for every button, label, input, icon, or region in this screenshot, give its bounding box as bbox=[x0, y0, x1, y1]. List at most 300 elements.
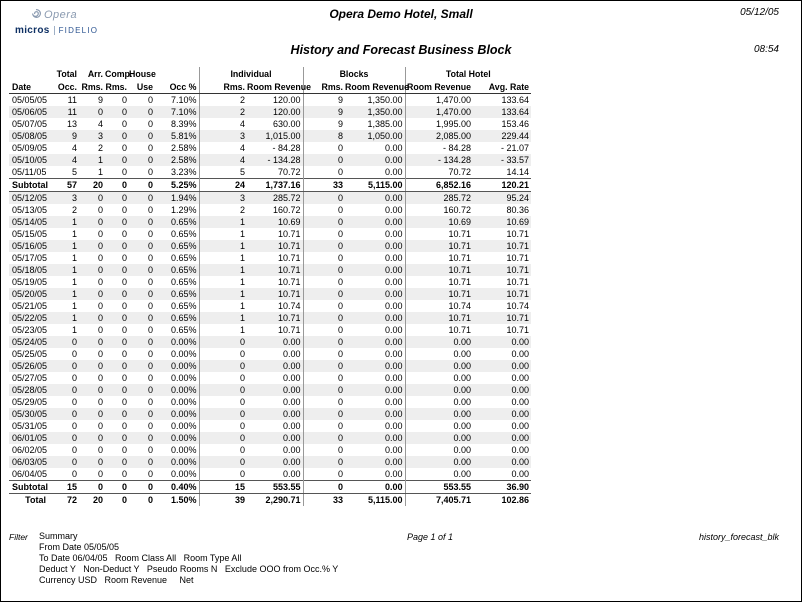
value-cell: 0 bbox=[105, 312, 129, 324]
row-label-cell: 05/12/05 bbox=[9, 192, 51, 205]
value-cell: 0.00% bbox=[155, 384, 199, 396]
value-cell: 0.00% bbox=[170, 469, 197, 479]
value-cell: 0 bbox=[303, 252, 345, 264]
value-cell: 0 bbox=[105, 494, 129, 507]
value-cell: 0 bbox=[51, 360, 79, 372]
value-cell: 0 bbox=[303, 324, 345, 336]
value-cell: 0 bbox=[97, 253, 103, 263]
value-cell: 0 bbox=[105, 456, 129, 468]
value-cell: 0 bbox=[199, 360, 247, 372]
value-cell: 0.00% bbox=[155, 408, 199, 420]
value-cell: 0 bbox=[97, 205, 103, 215]
value-cell: 0 bbox=[147, 301, 153, 311]
col-blk-rms: Rms. bbox=[303, 80, 345, 94]
value-cell: 15 bbox=[51, 481, 79, 494]
value-cell: 0 bbox=[303, 240, 345, 252]
value-cell: 10.69 bbox=[247, 216, 303, 228]
value-cell: 0 bbox=[51, 456, 79, 468]
value-cell: 1,015.00 bbox=[247, 130, 303, 142]
col-group-comp: Comp. bbox=[105, 69, 133, 79]
value-cell: 0 bbox=[147, 469, 153, 479]
filter-line: Currency USD Room Revenue Net bbox=[39, 575, 194, 585]
value-cell: 0 bbox=[105, 408, 129, 420]
row-label-cell: 05/17/05 bbox=[12, 253, 48, 263]
table-row bbox=[9, 118, 531, 130]
value-cell: 0 bbox=[121, 143, 127, 153]
value-cell: 229.44 bbox=[473, 130, 531, 142]
value-cell: 0.00% bbox=[170, 445, 197, 455]
group-individual: Individual bbox=[199, 67, 303, 80]
value-cell: 0 bbox=[79, 481, 105, 494]
value-cell: 0 bbox=[97, 349, 103, 359]
value-cell: 72 bbox=[51, 494, 79, 507]
value-cell: 4 bbox=[199, 118, 247, 130]
table-row bbox=[9, 348, 531, 360]
value-cell: 3 bbox=[79, 130, 105, 142]
forecast-table bbox=[9, 67, 531, 506]
value-cell: 0 bbox=[121, 301, 127, 311]
value-cell: 0 bbox=[71, 445, 77, 455]
value-cell: 285.72 bbox=[247, 192, 303, 205]
value-cell: 1 bbox=[71, 277, 77, 287]
table-row bbox=[9, 456, 531, 468]
value-cell: 0.00 bbox=[345, 456, 405, 468]
row-label-cell: 05/22/05 bbox=[9, 312, 51, 324]
value-cell: 8.39% bbox=[170, 119, 197, 129]
value-cell: 0 bbox=[303, 142, 345, 154]
value-cell: 10.71 bbox=[506, 325, 530, 335]
value-cell: 1 bbox=[51, 288, 79, 300]
value-cell: 5,115.00 bbox=[345, 179, 405, 192]
value-cell: 0.00 bbox=[511, 397, 530, 407]
value-cell: 1,470.00 bbox=[405, 94, 473, 107]
group-header-row bbox=[9, 67, 531, 80]
row-label-cell: 05/19/05 bbox=[12, 277, 48, 287]
value-cell: 0 bbox=[129, 312, 155, 324]
value-cell: 0 bbox=[303, 420, 345, 432]
value-cell: 4 bbox=[51, 154, 79, 166]
table-row bbox=[9, 336, 531, 348]
value-cell: 0 bbox=[199, 348, 247, 360]
row-label-cell: 05/27/05 bbox=[12, 373, 48, 383]
value-cell: 20 bbox=[79, 179, 105, 192]
value-cell: 10.71 bbox=[405, 264, 473, 276]
hotel-name: Opera Demo Hotel, Small bbox=[329, 7, 473, 21]
value-cell: 3 bbox=[199, 192, 247, 205]
value-cell: 1 bbox=[199, 288, 247, 300]
value-cell: 0 bbox=[51, 384, 79, 396]
value-cell: 0 bbox=[71, 397, 77, 407]
value-cell: 1,737.16 bbox=[247, 179, 303, 192]
value-cell: 10.71 bbox=[506, 229, 530, 239]
value-cell: 2.58% bbox=[155, 154, 199, 166]
value-cell: 10.71 bbox=[277, 277, 301, 287]
value-cell: 0.00 bbox=[282, 445, 301, 455]
value-cell: 0 bbox=[79, 312, 105, 324]
value-cell: 0 bbox=[199, 456, 247, 468]
value-cell: 0.00 bbox=[405, 420, 473, 432]
value-cell: 1 bbox=[71, 325, 77, 335]
value-cell: 0 bbox=[121, 229, 127, 239]
value-cell: 20 bbox=[79, 494, 105, 507]
value-cell: 10.71 bbox=[405, 228, 473, 240]
value-cell: 0 bbox=[97, 301, 103, 311]
value-cell: 0 bbox=[79, 408, 105, 420]
value-cell: 0.00 bbox=[384, 397, 403, 407]
table-row bbox=[9, 324, 531, 336]
value-cell: 10.71 bbox=[506, 253, 530, 263]
row-label-cell: 05/26/05 bbox=[9, 360, 51, 372]
value-cell: 0 bbox=[129, 360, 155, 372]
value-cell: 0.00 bbox=[384, 421, 403, 431]
value-cell: 0 bbox=[199, 372, 247, 384]
table-row bbox=[9, 312, 531, 324]
value-cell: 0 bbox=[129, 432, 155, 444]
value-cell: 0 bbox=[199, 336, 247, 348]
value-cell: 0 bbox=[105, 192, 129, 205]
row-label-cell: 06/04/05 bbox=[12, 469, 48, 479]
row-label-cell: 05/20/05 bbox=[9, 288, 51, 300]
value-cell: 0 bbox=[97, 445, 103, 455]
value-cell: 0 bbox=[121, 373, 127, 383]
value-cell: 1.50% bbox=[155, 494, 199, 507]
value-cell: 0 bbox=[303, 360, 345, 372]
value-cell: 0.00 bbox=[384, 253, 403, 263]
value-cell: 0 bbox=[105, 240, 129, 252]
value-cell: 10.74 bbox=[506, 301, 530, 311]
col-group-arr: Arr. bbox=[87, 69, 103, 79]
value-cell: 0.00 bbox=[247, 456, 303, 468]
value-cell: 0.00 bbox=[345, 408, 405, 420]
value-cell: 0.00 bbox=[511, 469, 530, 479]
value-cell: 9 bbox=[303, 118, 345, 130]
column-header-row bbox=[9, 80, 531, 94]
value-cell: 153.46 bbox=[501, 119, 530, 129]
table-row bbox=[9, 468, 531, 481]
value-cell: 0 bbox=[121, 445, 127, 455]
row-label-cell: 05/24/05 bbox=[9, 336, 51, 348]
value-cell: 10.71 bbox=[405, 252, 473, 264]
value-cell: 10.71 bbox=[247, 312, 303, 324]
row-label-cell: 05/23/05 bbox=[12, 325, 48, 335]
value-cell: 0 bbox=[105, 216, 129, 228]
value-cell: 0 bbox=[303, 288, 345, 300]
row-label-cell: 06/02/05 bbox=[12, 445, 48, 455]
row-label-cell: 05/10/05 bbox=[9, 154, 51, 166]
value-cell: 0 bbox=[147, 277, 153, 287]
value-cell: 0 bbox=[147, 205, 153, 215]
value-cell: 10.71 bbox=[405, 288, 473, 300]
value-cell: 0.00 bbox=[345, 432, 405, 444]
value-cell: 1 bbox=[51, 216, 79, 228]
value-cell: 0 bbox=[79, 456, 105, 468]
value-cell: 0 bbox=[303, 204, 345, 216]
value-cell: 0 bbox=[105, 384, 129, 396]
value-cell: 7,405.71 bbox=[405, 494, 473, 507]
value-cell: 0.00 bbox=[384, 445, 403, 455]
table-row bbox=[9, 300, 531, 312]
value-cell: 0 bbox=[303, 432, 345, 444]
value-cell: 24 bbox=[199, 179, 247, 192]
value-cell: 0 bbox=[147, 253, 153, 263]
filter-line: Deduct Y Non-Deduct Y Pseudo Rooms N Exclude OOO from Occ.% Y bbox=[39, 564, 339, 574]
table-row bbox=[9, 420, 531, 432]
value-cell: 10.71 bbox=[247, 240, 303, 252]
value-cell: 0 bbox=[79, 288, 105, 300]
value-cell: 0 bbox=[105, 432, 129, 444]
value-cell: 0 bbox=[147, 325, 153, 335]
value-cell: 0.00 bbox=[405, 372, 473, 384]
row-label-cell: Subtotal bbox=[9, 179, 51, 192]
table-row bbox=[9, 360, 531, 372]
value-cell: 0 bbox=[129, 154, 155, 166]
value-cell: 0.00 bbox=[405, 396, 473, 408]
value-cell: 0.65% bbox=[170, 253, 197, 263]
value-cell: 1.94% bbox=[155, 192, 199, 205]
row-label-cell: Total bbox=[9, 494, 51, 507]
value-cell: 0 bbox=[71, 421, 77, 431]
row-label-cell: 05/15/05 bbox=[12, 229, 48, 239]
value-cell: 0 bbox=[303, 348, 345, 360]
value-cell: 1 bbox=[97, 167, 103, 177]
value-cell: 0.65% bbox=[170, 277, 197, 287]
value-cell: 9 bbox=[51, 130, 79, 142]
value-cell: 0.65% bbox=[170, 325, 197, 335]
row-label-cell: 06/03/05 bbox=[9, 456, 51, 468]
value-cell: 10.71 bbox=[473, 264, 531, 276]
value-cell: 0 bbox=[147, 397, 153, 407]
value-cell: 0 bbox=[199, 432, 247, 444]
micros-logo-text: micros bbox=[15, 25, 50, 36]
value-cell: 2,085.00 bbox=[405, 130, 473, 142]
value-cell: 10.71 bbox=[473, 288, 531, 300]
row-label-cell: 05/31/05 bbox=[12, 421, 48, 431]
value-cell: 10.71 bbox=[405, 240, 473, 252]
value-cell: 0 bbox=[129, 288, 155, 300]
value-cell: 160.72 bbox=[405, 204, 473, 216]
value-cell: 0.65% bbox=[155, 288, 199, 300]
col-occ: Occ. bbox=[51, 80, 79, 94]
value-cell: 0.00 bbox=[345, 336, 405, 348]
value-cell: 0.00% bbox=[155, 432, 199, 444]
value-cell: 33 bbox=[303, 494, 345, 507]
value-cell: 0.00 bbox=[405, 432, 473, 444]
value-cell: 10.71 bbox=[277, 229, 301, 239]
value-cell: 0 bbox=[199, 396, 247, 408]
value-cell: 0.65% bbox=[170, 301, 197, 311]
value-cell: 0 bbox=[121, 277, 127, 287]
row-label-cell: 05/06/05 bbox=[9, 106, 51, 118]
value-cell: 0.00 bbox=[405, 456, 473, 468]
group-total-hotel: Total Hotel bbox=[405, 67, 531, 80]
value-cell: 9 bbox=[303, 94, 345, 107]
value-cell: 0 bbox=[147, 143, 153, 153]
value-cell: 13 bbox=[66, 119, 77, 129]
value-cell: - 21.07 bbox=[501, 143, 530, 153]
table-row bbox=[9, 372, 531, 384]
value-cell: 0.00 bbox=[282, 349, 301, 359]
value-cell: 0.65% bbox=[170, 229, 197, 239]
value-cell: 0 bbox=[71, 373, 77, 383]
value-cell: - 84.28 bbox=[405, 142, 473, 154]
value-cell: 0 bbox=[129, 192, 155, 205]
row-label-cell: 05/07/05 bbox=[12, 119, 48, 129]
value-cell: 120.21 bbox=[473, 179, 531, 192]
value-cell: 0 bbox=[121, 349, 127, 359]
value-cell: 0.00 bbox=[473, 336, 531, 348]
col-group-house: House bbox=[129, 69, 156, 79]
value-cell: 0.00 bbox=[247, 336, 303, 348]
table-row bbox=[9, 106, 531, 118]
value-cell: 70.72 bbox=[277, 167, 301, 177]
value-cell: 0 bbox=[105, 336, 129, 348]
value-cell: 0.00 bbox=[405, 384, 473, 396]
value-cell: 0 bbox=[303, 264, 345, 276]
value-cell: 2 bbox=[199, 106, 247, 118]
value-cell: 10.71 bbox=[506, 277, 530, 287]
value-cell: 39 bbox=[199, 494, 247, 507]
row-label-cell: 05/25/05 bbox=[12, 349, 48, 359]
value-cell: 1 bbox=[199, 252, 247, 264]
value-cell: 0 bbox=[51, 336, 79, 348]
row-label-cell: Subtotal bbox=[9, 481, 51, 494]
value-cell: 1 bbox=[199, 300, 247, 312]
report-title: History and Forecast Business Block bbox=[290, 43, 512, 57]
value-cell: 0 bbox=[71, 469, 77, 479]
value-cell: 1 bbox=[199, 240, 247, 252]
value-cell: 160.72 bbox=[272, 205, 301, 215]
value-cell: 3.23% bbox=[170, 167, 197, 177]
table-row bbox=[9, 228, 531, 240]
value-cell: 0 bbox=[129, 384, 155, 396]
value-cell: 0 bbox=[121, 167, 127, 177]
value-cell: 0 bbox=[105, 154, 129, 166]
fidelio-logo-text: FIDELIO bbox=[54, 26, 99, 35]
value-cell: 7.10% bbox=[155, 106, 199, 118]
value-cell: 1,350.00 bbox=[345, 106, 405, 118]
value-cell: 0 bbox=[129, 179, 155, 192]
table-row bbox=[9, 142, 531, 154]
value-cell: 0 bbox=[121, 397, 127, 407]
value-cell: 57 bbox=[51, 179, 79, 192]
table-row bbox=[9, 288, 531, 300]
value-cell: 0 bbox=[121, 421, 127, 431]
value-cell: 0.00 bbox=[345, 360, 405, 372]
value-cell: 0 bbox=[303, 300, 345, 312]
table-row bbox=[9, 252, 531, 264]
table-row bbox=[9, 216, 531, 228]
value-cell: 0 bbox=[97, 373, 103, 383]
filter-line: Summary bbox=[39, 531, 78, 541]
subtotal-row bbox=[9, 481, 531, 494]
value-cell: 11 bbox=[67, 95, 77, 105]
value-cell: 0 bbox=[129, 336, 155, 348]
col-group-total: Total bbox=[56, 69, 77, 79]
value-cell: 0 bbox=[129, 106, 155, 118]
value-cell: 133.64 bbox=[473, 106, 531, 118]
value-cell: 0 bbox=[79, 264, 105, 276]
value-cell: 10.74 bbox=[277, 301, 301, 311]
value-cell: 102.86 bbox=[473, 494, 531, 507]
col-ind-rms: Rms. bbox=[199, 80, 247, 94]
value-cell: 0 bbox=[97, 229, 103, 239]
value-cell: 0.00% bbox=[170, 373, 197, 383]
value-cell: 0 bbox=[105, 481, 129, 494]
value-cell: 0 bbox=[303, 166, 345, 179]
value-cell: 0.00 bbox=[473, 384, 531, 396]
value-cell: 0 bbox=[79, 240, 105, 252]
value-cell: 10.69 bbox=[405, 216, 473, 228]
value-cell: 0.00 bbox=[405, 348, 473, 360]
value-cell: 0 bbox=[199, 468, 247, 481]
value-cell: 0 bbox=[79, 216, 105, 228]
col-date: Date bbox=[9, 80, 51, 94]
table-row bbox=[9, 432, 531, 444]
value-cell: 2 bbox=[199, 94, 247, 107]
value-cell: 0.00 bbox=[345, 240, 405, 252]
row-label-cell: 05/14/05 bbox=[9, 216, 51, 228]
value-cell: 0 bbox=[97, 397, 103, 407]
value-cell: 0 bbox=[303, 481, 345, 494]
value-cell: 1.29% bbox=[170, 205, 197, 215]
value-cell: 0.00 bbox=[384, 229, 403, 239]
value-cell: 5 bbox=[71, 167, 77, 177]
table-row bbox=[9, 276, 531, 288]
filter-summary bbox=[39, 531, 338, 586]
value-cell: 15 bbox=[199, 481, 247, 494]
value-cell: 0.00 bbox=[384, 301, 403, 311]
value-cell: 0.00% bbox=[170, 421, 197, 431]
value-cell: 0.00 bbox=[384, 167, 403, 177]
row-label-cell: 05/08/05 bbox=[9, 130, 51, 142]
value-cell: 0 bbox=[147, 167, 153, 177]
value-cell: 10.69 bbox=[473, 216, 531, 228]
value-cell: 0.00 bbox=[384, 205, 403, 215]
value-cell: 0 bbox=[147, 373, 153, 383]
value-cell: 0.65% bbox=[155, 240, 199, 252]
table-row bbox=[9, 192, 531, 205]
value-cell: 10.71 bbox=[277, 325, 301, 335]
value-cell: 4 bbox=[97, 119, 103, 129]
value-cell: 9 bbox=[97, 95, 103, 105]
col-avg-rate: Avg. Rate bbox=[473, 80, 531, 94]
value-cell: 0 bbox=[129, 494, 155, 507]
value-cell: 0.00% bbox=[155, 456, 199, 468]
value-cell: 0 bbox=[199, 420, 247, 432]
value-cell: 0 bbox=[121, 95, 127, 105]
value-cell: 0 bbox=[303, 408, 345, 420]
total-row bbox=[9, 494, 531, 507]
value-cell: 0 bbox=[147, 421, 153, 431]
value-cell: 0 bbox=[105, 288, 129, 300]
col-occ-pct: Occ % bbox=[155, 80, 199, 94]
value-cell: 0.00% bbox=[155, 360, 199, 372]
value-cell: 5.81% bbox=[155, 130, 199, 142]
value-cell: 1 bbox=[51, 264, 79, 276]
value-cell: 0 bbox=[303, 372, 345, 384]
value-cell: 1 bbox=[71, 253, 77, 263]
value-cell: 1 bbox=[199, 216, 247, 228]
row-label-cell: 05/13/05 bbox=[12, 205, 48, 215]
value-cell: 1,385.00 bbox=[367, 119, 403, 129]
value-cell: 0.00 bbox=[384, 325, 403, 335]
value-cell: - 134.28 bbox=[247, 154, 303, 166]
value-cell: 0 bbox=[97, 325, 103, 335]
value-cell: 0 bbox=[147, 95, 153, 105]
value-cell: 0.00 bbox=[345, 481, 405, 494]
row-label-cell: 05/05/05 bbox=[12, 95, 48, 105]
value-cell: 0 bbox=[79, 192, 105, 205]
